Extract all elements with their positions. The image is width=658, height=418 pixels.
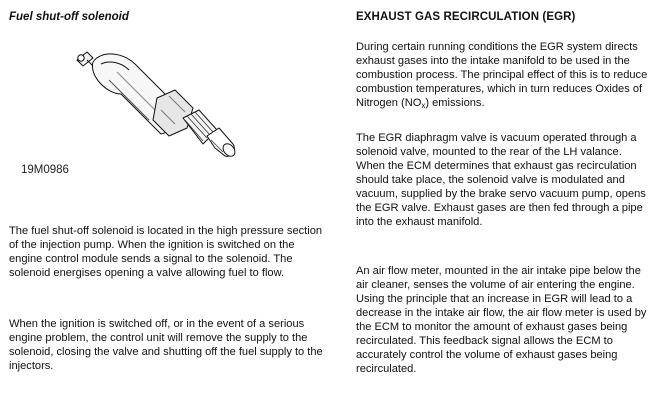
fuel-shutoff-paragraph-2: When the ignition is switched off, or in the event of a serious engine problem, the control unit will remove the supply to the solenoid, closing the valve and shutting off the fuel supply to the injectors. <box>9 318 323 372</box>
egr-paragraph-2: The EGR diaphragm valve is vacuum operated through a solenoid valve, mounted to the rear of the LH valance. When the ECM determines that exhaust gas recirculation should take place, the solenoid valve is modulated and vacuum, supplied by the brake servo vacuum pump, opens the EGR valve. Exhaust gases are then fed through a pipe into the exhaust manifold. <box>356 132 646 228</box>
egr-paragraph-1-text: During certain running conditions the EGR system directs exhaust gases into the intake manifold to be used in the combustion process. The principal effect of this is to reduce combustion temperatures, which in turn reduces Oxides of Nitrogen (NO <box>356 41 648 109</box>
fuel-shutoff-paragraph-1: The fuel shut-off solenoid is located in the high pressure section of the injection pump. When the ignition is switched on the engine control module sends a signal to the solenoid. The solenoid energises opening a valve allowing fuel to flow. <box>9 225 323 279</box>
fuel-shutoff-solenoid-illustration <box>57 40 247 180</box>
egr-paragraph-1-end: ) emissions. <box>425 97 485 109</box>
nox-subscript: x <box>421 101 426 110</box>
egr-paragraph-1 <box>356 40 652 110</box>
egr-paragraph-3: An air flow meter, mounted in the air intake pipe below the air cleaner, senses the volume of air entering the engine. Using the principle that an increase in EGR will lead to a decrease in the intake air flow, the air flow meter is used by the ECM to monitor the amount of exhaust gases being recirculated. This feedback signal allows the ECM to accurately control the volume of exhaust gases being recirculated. <box>356 265 647 375</box>
egr-heading: EXHAUST GAS RECIRCULATION (EGR) <box>356 11 576 23</box>
fuel-shutoff-heading: Fuel shut-off solenoid <box>9 11 129 23</box>
figure-code: 19M0986 <box>21 164 69 176</box>
